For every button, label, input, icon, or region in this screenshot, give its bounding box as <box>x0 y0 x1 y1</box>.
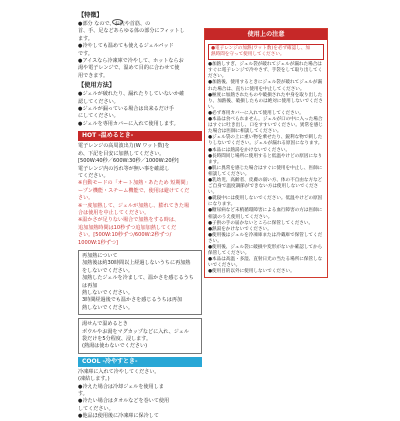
hot-warning-line: さい。 <box>78 195 94 202</box>
hot-warning-line: さい。[500W:10秒ずつ/600W:2秒ずつ/ <box>78 232 172 239</box>
hot-warning-line: 合は使用を中止してください。 <box>78 209 150 216</box>
features-line: 湯や電子レンジで、温めて目的に合わせて使 <box>78 65 180 72</box>
hot-warning-line: 1000W:1秒ずつ] <box>78 239 118 246</box>
hot-line: 電子レンジの高周波出力(W ワット数)を <box>78 143 170 150</box>
water-bath-line: 湯せんで温めるとき <box>82 321 128 328</box>
hot-warning-line: ープン機能・スチーム機能で、使用は避けてくだ <box>78 187 190 194</box>
usage-header: 【使用方法】 <box>78 82 116 90</box>
features-line: ます。 <box>78 35 93 42</box>
features-header: 【特徴】 <box>78 12 103 19</box>
features-line: です。 <box>78 50 93 57</box>
features-line: ●冷やしても温めても使えるジェルパッド <box>78 43 174 50</box>
caution-item: ●使用後はジェルを冷凍庫または冷蔵庫で保管してください。 <box>208 232 323 244</box>
reheat-line: をしないでください。 <box>82 267 133 274</box>
left-column <box>78 10 202 421</box>
hot-line: てください。 <box>78 172 109 179</box>
caution-item: ●本品には熱湯をかけないでください。 <box>208 147 291 153</box>
usage-line: にしてください。 <box>78 113 119 120</box>
caution-panel <box>204 28 328 278</box>
usage-line: ●ジェルが破れたり、漏れたりしていないか確 <box>78 91 185 98</box>
caution-item: ●子供の手の届かないところに保管してください。 <box>208 220 314 226</box>
cool-line: してください。 <box>78 405 114 412</box>
cool-line: す。 <box>78 391 88 398</box>
caution-item: ●使用後、ジェル袋に破損や変形がないか確認してから保管してください。 <box>208 245 323 257</box>
caution-item: ●使用目的以外に使用しないでください。 <box>208 269 295 275</box>
caution-warning-box <box>208 44 324 60</box>
hot-warning-line: ※温かさが足りない場合で加熱をする時は、 <box>78 217 180 224</box>
reheat-line: 再加熱について <box>82 252 118 259</box>
caution-item: ●加熱後、使用するときにジェル袋が破れてジェルが漏れた場合は、直ちに使用を中止してください。 <box>208 80 323 92</box>
usage-line: 認してください。 <box>78 98 119 105</box>
hot-line: [500W:40秒／600W:30秒／1000W:20秒] <box>78 158 179 165</box>
caution-item: ●ジェル袋の上に重い物を乗せたり、鋭利な物で刺したりしないでください。ジェルが漏れる原因になります。 <box>208 135 323 147</box>
cool-line: (凍結します。) <box>78 376 110 383</box>
features-line: ●部分 なので、お洗や首筋、の <box>78 21 151 27</box>
features-line: 首、手、足などあらゆる体の部分にフィットし <box>78 28 185 35</box>
reheat-line: 熱しないでください。 <box>82 304 133 311</box>
caution-item: ●必ず専用カバーに入れて使用してください。 <box>208 110 304 116</box>
cool-line: ●冷えた場合は冷却ジェルを使用しま <box>78 383 164 390</box>
hot-warning-line: ※一度加熱して、ジェルが加熱し、膨れてきた場 <box>78 202 190 209</box>
caution-item: ●長時間同じ場所に使用すると低温やけどの原因になります。 <box>208 153 323 165</box>
features-line: 用できます。 <box>78 72 109 79</box>
cool-section-title: COOL -冷やすとき- <box>78 357 202 367</box>
cool-line: 冷凍庫に入れて冷やしてください。 <box>78 368 160 375</box>
usage-line: ●ジェルが漏っている場合は出来るだけ手 <box>78 106 175 113</box>
caution-item: ●熱湯をかけないでください。 <box>208 226 272 232</box>
water-bath-line: (熱湯は使わないでください) <box>82 343 148 350</box>
usage-line: ●ジェルを専用カバーに入れて使用します。 <box>78 120 179 127</box>
water-bath-line: 袋だけを5分程度、浸します。 <box>82 336 152 343</box>
reheat-line: 加熱したジェルを冷まして、温かさを感じるうちは再加 <box>82 275 194 289</box>
water-bath-box <box>78 318 202 354</box>
caution-item: ●本品は高温・多湿、直射日光の当たる場所に保管しないでください。 <box>208 257 323 269</box>
hot-warning-line: 追加加熱時間は10秒ずつ追加加熱してくだ <box>78 224 177 231</box>
reheat-box <box>78 250 202 315</box>
caution-item: ●肌に異常を感じた場合はすぐに使用を中止し、医師に相談してください。 <box>208 165 323 177</box>
caution-item: ●本品は食べられません。ジェルが口の中に入った場合はすぐに吐き出し、口をすすいでください。異常を感じた場合は医師に相談してください。 <box>208 117 323 135</box>
cool-line: ●他品ほ使用後に冷凍庫に保冷して <box>78 413 159 420</box>
cool-line: ●冷たい場合はタオルなどを巻いて使用 <box>78 398 170 405</box>
hot-warning-line: ※自動モードの「オート加熱・あたため 短期間」 <box>78 180 191 187</box>
caution-item: ●糖尿病など末梢循環障害による血行障害の方は医師に相談のうえ使用してください。 <box>208 208 323 220</box>
caution-item: ●乳幼児、高齢者、皮膚の弱い方、体の不自由な方などご自身で温度調節ができない方は使用しないでください。 <box>208 177 323 196</box>
reheat-line: 熱しないでください。 <box>82 290 133 296</box>
caution-item: ●加熱しすぎ、ジェル袋が破れてジェルが漏れた場合はすぐに電子レンジで冷やさず、手袋をして取り出してください。 <box>208 62 323 80</box>
caution-item: ●極度に加熱されたものや破損された中身を取り出したり、加熱後、破損したものは絶対に使用しないでください。 <box>208 92 323 110</box>
hot-section-title: HOT -温めるとき- <box>78 131 202 141</box>
reheat-line: 3時間経過後でも温かさを感じるうちは再加 <box>82 297 183 304</box>
hot-line: め、下記を目安に加熱してください。 <box>78 150 165 157</box>
features-line: ●アイスなら冷凍庫で冷やして、ホットならお <box>78 58 184 65</box>
caution-item: ●就寝中には使用しないでください。低温やけどの原因になります。 <box>208 196 323 208</box>
hot-line: 電子レンジ内の汚れ等が無い事を確認し <box>78 165 170 172</box>
caution-title: 使用上の注意 <box>205 29 327 40</box>
caution-body <box>205 40 327 277</box>
caution-warning-line: 熱時間を守って使用してください。 <box>211 52 285 58</box>
water-bath-line: ボウルやお湯をマグカップなどに入れ、ジェル <box>82 328 189 335</box>
caution-warning-line: ●電子レンジの加熱(ワット数)を必ず確認し、加 <box>211 46 311 51</box>
reheat-line: 加熱後は約30時間以上経過しないうちに再加熱 <box>82 260 191 267</box>
